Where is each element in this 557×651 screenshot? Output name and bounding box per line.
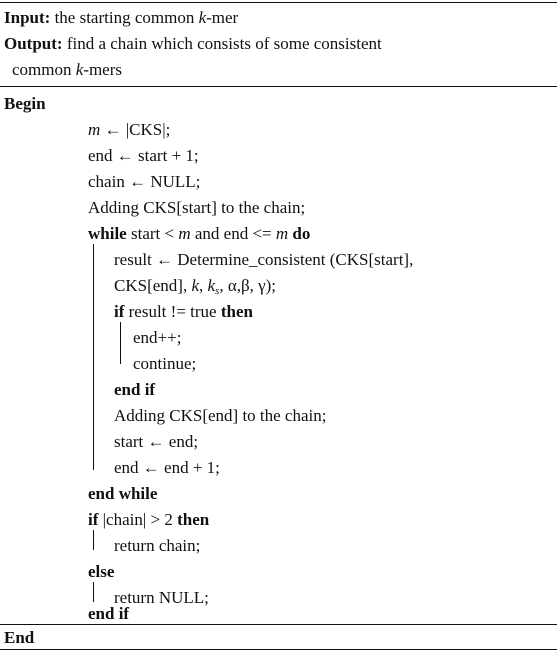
args-c: , α,β, γ);	[219, 276, 277, 295]
endif2-line	[88, 604, 129, 624]
do-keyword: do	[292, 224, 311, 243]
args-k: k	[191, 276, 199, 295]
input-text-a: the starting common	[54, 8, 199, 27]
output-line	[4, 34, 382, 54]
if2-keyword: if	[88, 510, 99, 529]
line-start-assign: start ← end;	[114, 432, 199, 451]
input-line	[4, 8, 238, 28]
endwhile-line	[88, 484, 157, 504]
args-a: CKS[end],	[114, 276, 192, 295]
args-ks: k	[207, 276, 216, 295]
line-continue: continue;	[133, 354, 197, 373]
line-add-start: Adding CKS[start] to the chain;	[88, 198, 306, 217]
if-block-bar	[120, 322, 121, 364]
line-return-null: return NULL;	[114, 588, 209, 607]
if-keyword: if	[114, 302, 125, 321]
else-block-bar	[93, 582, 94, 602]
endif2-keyword: end if	[88, 604, 130, 623]
line-determine: result ← Determine_consistent (CKS[start],	[114, 250, 414, 269]
top-rule	[0, 2, 557, 3]
line-m	[88, 120, 170, 140]
if2-cond: |chain| > 2	[98, 510, 178, 529]
mid-rule	[0, 86, 557, 87]
endwhile-keyword: end while	[88, 484, 158, 503]
input-text-b: -mer	[206, 8, 239, 27]
while-keyword: while	[88, 224, 127, 243]
args-b: ,	[199, 276, 208, 295]
line-end-inc: end++;	[133, 328, 182, 347]
line-chain-init: chain ← NULL;	[88, 172, 201, 191]
while-cond-a: start <	[126, 224, 179, 243]
begin-line	[4, 94, 46, 114]
else-keyword: else	[88, 562, 115, 581]
end-line	[4, 628, 34, 648]
while-m1: m	[178, 224, 191, 243]
while-line	[88, 224, 310, 244]
if-cond: result != true	[124, 302, 221, 321]
output-label: Output:	[4, 34, 63, 53]
end-keyword: End	[4, 628, 35, 647]
if2-line	[88, 510, 209, 530]
endif-line	[114, 380, 155, 400]
if-line	[114, 302, 253, 322]
line-end-init: end ← start + 1;	[88, 146, 199, 165]
then2-keyword: then	[177, 510, 210, 529]
while-block-bar	[93, 244, 94, 470]
bottom-inner-rule	[0, 624, 557, 625]
line-m-rest: ← |CKS|;	[100, 120, 171, 139]
begin-keyword: Begin	[4, 94, 46, 113]
output-cont-b: -mers	[83, 60, 123, 79]
line-determine-args	[114, 276, 276, 296]
line-return-chain: return chain;	[114, 536, 201, 555]
var-m: m	[88, 120, 101, 139]
output-line-cont	[12, 60, 122, 80]
endif-keyword: end if	[114, 380, 156, 399]
else-line	[88, 562, 114, 582]
while-m2: m	[275, 224, 289, 243]
bottom-rule	[0, 649, 557, 650]
input-label: Input:	[4, 8, 51, 27]
output-cont-a: common	[12, 60, 76, 79]
while-cond-b: and end <=	[190, 224, 276, 243]
output-text: find a chain which consists of some consistent	[66, 34, 382, 53]
line-add-end: Adding CKS[end] to the chain;	[114, 406, 327, 425]
if2-block-bar	[93, 530, 94, 550]
line-end-assign: end ← end + 1;	[114, 458, 220, 477]
args-ks-sub: s	[215, 285, 220, 297]
input-k: k	[198, 8, 207, 27]
then-keyword: then	[220, 302, 253, 321]
output-k: k	[75, 60, 84, 79]
